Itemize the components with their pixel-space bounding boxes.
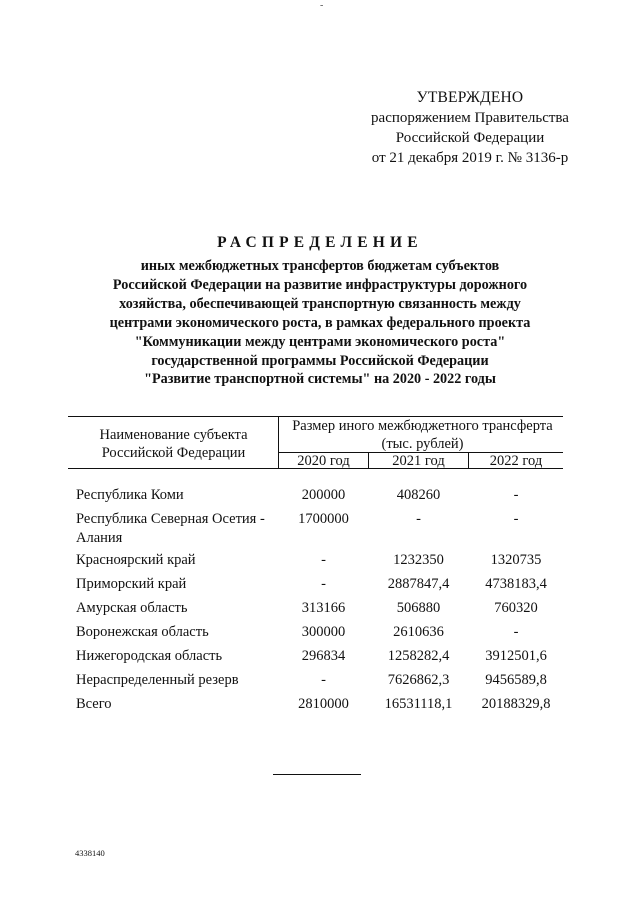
row-value-2020: 1700000 [298, 511, 349, 527]
row-value-2020: 313166 [301, 600, 346, 616]
approved-line-3: от 21 декабря 2019 г. № 3136-р [371, 150, 569, 166]
column-header-transfer-line: Размер иного межбюджетного трансферта [292, 418, 553, 434]
row-value-2022: 20188329,8 [481, 696, 551, 712]
row-value-2021: 408260 [396, 487, 441, 503]
document-title: РАСПРЕДЕЛЕНИЕ [217, 234, 423, 251]
row-value-2022: - [513, 487, 519, 503]
row-value-2020: 2810000 [298, 696, 349, 712]
row-value-2022: 760320 [494, 600, 538, 616]
row-value-2021: 2610636 [393, 624, 444, 640]
row-region-name: Республика Коми [76, 487, 184, 503]
row-value-2021: 1232350 [393, 552, 444, 568]
row-region-name: Амурская область [76, 600, 188, 616]
row-value-2021: 506880 [396, 600, 441, 616]
row-region-name-line: Алания [76, 530, 123, 546]
row-value-2020: - [321, 552, 326, 568]
subtitle-line: центрами экономического роста, в рамках федерального проекта [109, 314, 531, 331]
subtitle-line: иных межбюджетных трансфертов бюджетам субъектов [140, 258, 500, 274]
approved-line-1: распоряжением Правительства [371, 110, 569, 126]
row-value-2020: - [321, 672, 326, 688]
row-value-2021: - [416, 511, 421, 527]
column-header-region-line: Наименование субъекта [99, 427, 248, 443]
page-top-mark: - [320, 0, 324, 11]
column-header-region [70, 426, 277, 462]
row-region-name [76, 510, 286, 548]
row-value-2021: 16531118,1 [384, 696, 453, 712]
approval-block [320, 88, 620, 168]
document-subtitle [70, 257, 570, 389]
row-value-2022: - [513, 624, 519, 640]
column-header-region-line: Российской Федерации [101, 445, 246, 461]
row-region-name: Приморский край [76, 576, 187, 592]
approved-title: УТВЕРЖДЕНО [416, 89, 524, 106]
approved-line-2: Российской Федерации [395, 130, 545, 146]
row-region-name: Воронежская область [76, 624, 209, 640]
subtitle-line: "Развитие транспортной системы" на 2020 - 2022 годы [144, 371, 496, 388]
column-header-year-2020: 2020 год [297, 453, 350, 469]
column-header-transfer-size [279, 417, 566, 453]
row-value-2020: 300000 [301, 624, 346, 640]
row-value-2022: 1320735 [490, 552, 542, 568]
subtitle-line: "Коммуникации между центрами экономического роста" [134, 333, 506, 350]
row-region-name: Всего [76, 696, 112, 712]
subtitle-line: государственной программы Российской Федерации [151, 352, 489, 369]
column-header-year-2022: 2022 год [489, 453, 543, 469]
row-region-name: Нераспределенный резерв [76, 672, 239, 688]
row-region-name-line: Республика Северная Осетия - [76, 511, 265, 527]
row-value-2020: 296834 [301, 648, 346, 664]
row-value-2022: - [513, 511, 519, 527]
column-header-transfer-line: (тыс. рублей) [381, 436, 464, 452]
document-number: 4338140 [75, 848, 105, 858]
row-value-2022: 9456589,8 [485, 672, 547, 688]
subtitle-line: Российской Федерации на развитие инфраструктуры дорожного [112, 276, 528, 293]
row-region-name: Нижегородская область [76, 648, 223, 664]
row-value-2022: 3912501,6 [485, 648, 547, 664]
row-value-2020: 200000 [301, 487, 346, 503]
row-value-2021: 2887847,4 [387, 576, 450, 592]
row-region-name: Красноярский край [76, 552, 196, 568]
subtitle-line: хозяйства, обеспечивающей транспортную связанность между [119, 295, 521, 312]
row-value-2021: 7626862,3 [387, 672, 450, 688]
document-end-rule [273, 774, 361, 775]
table-header-bottom-rule [68, 468, 563, 469]
row-value-2020: - [321, 576, 326, 592]
row-value-2022: 4738183,4 [485, 576, 547, 592]
column-header-year-2021: 2021 год [392, 453, 445, 469]
row-value-2021: 1258282,4 [387, 648, 450, 664]
